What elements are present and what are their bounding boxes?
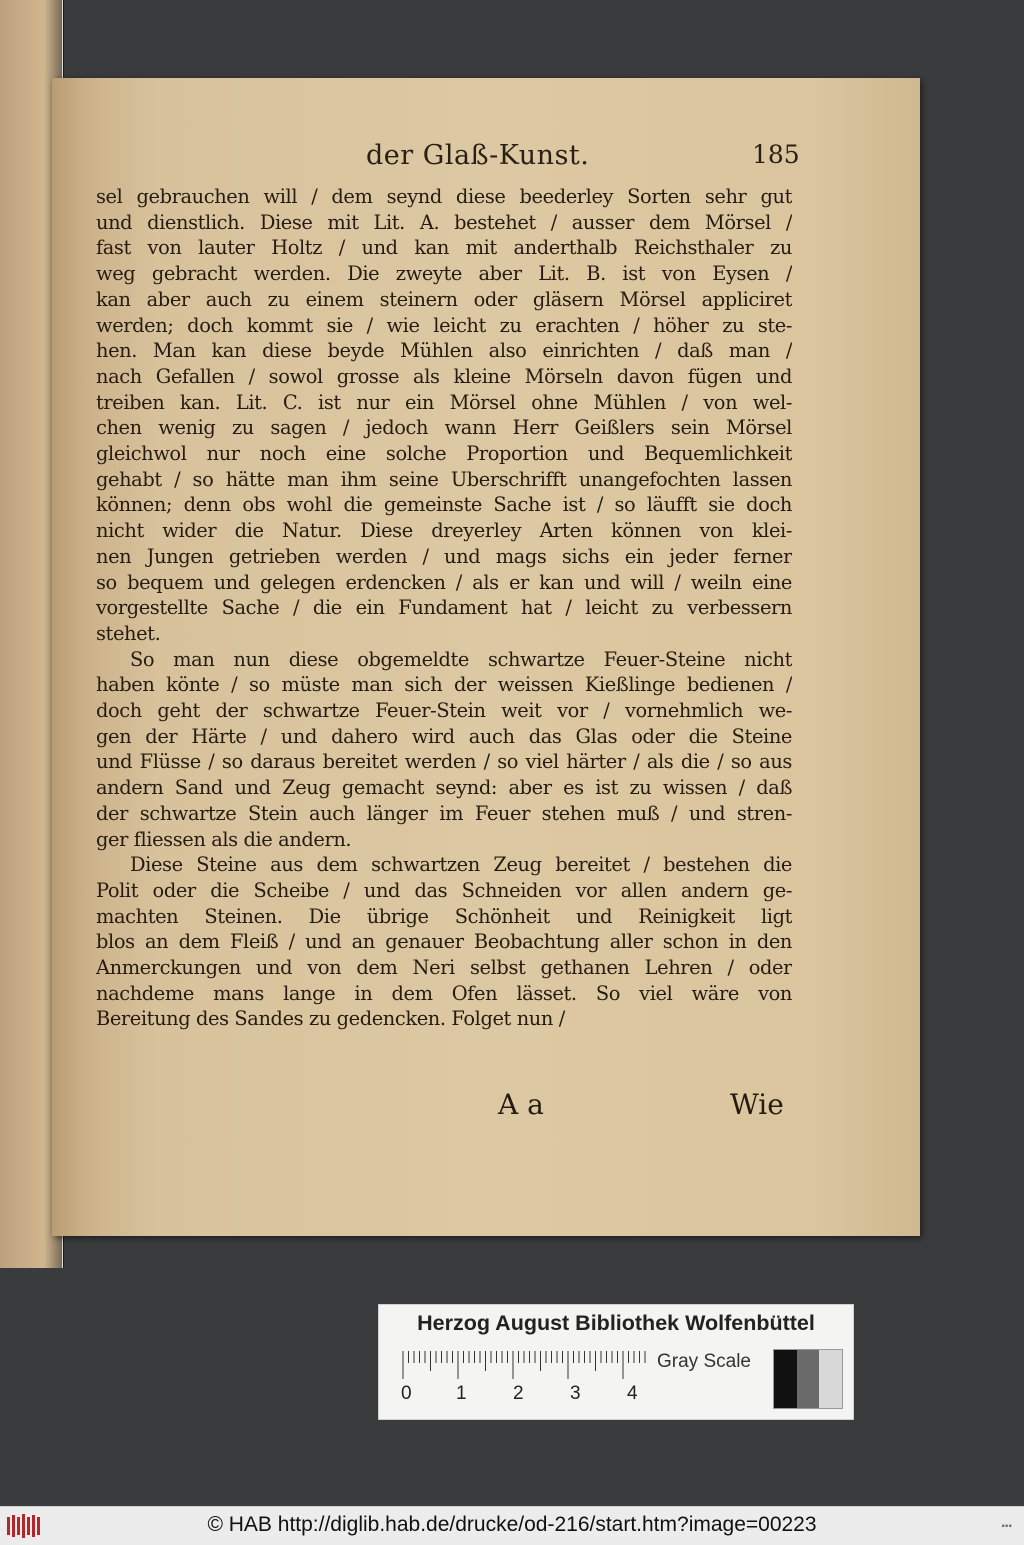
text-line: werden; doch kommt sie / wie leicht zu erachten / höher zu ste- [96,313,792,337]
text-line: haben könte / so müste man sich der weissen Kießlinge bedienen / [96,673,792,697]
text-line: treiben kan. Lit. C. ist nur ein Mörsel ohne Mühlen / von wel- [96,390,792,414]
text-line: weg gebracht werden. Die zweyte aber Lit. B. ist von Eysen / [96,262,792,286]
text-line: der schwartze Stein auch länger im Feuer stehen muß / und stren- [96,801,792,825]
text-line: stehet. [96,621,161,645]
copyright-url: © HAB http://diglib.hab.de/drucke/od-216/start.htm?image=00223 [207,1513,817,1536]
gray-swatch-dark [774,1350,797,1408]
gray-swatch-light [819,1350,842,1408]
ruler-number: 3 [570,1383,581,1404]
ruler-number: 1 [456,1383,467,1404]
gray-scale-swatches [773,1349,843,1409]
text-line: können; denn obs wohl die gemeinste Sache ist / so läufft sie doch [96,493,792,517]
text-line: nicht wider die Natur. Diese dreyerley Arten können von klei- [96,519,792,543]
text-line: doch geht der schwartze Feuer-Stein weit vor / vornehmlich we- [96,699,792,722]
ruler-number: 4 [627,1383,638,1404]
text-line: vorgestellte Sache / die ein Fundament hat / leicht zu verbessern [96,596,792,620]
page-number: 185 [752,140,800,169]
ruler-icon [399,1349,649,1379]
footer-marker: ▪▪▪ [1001,1521,1012,1532]
text-line: andern Sand und Zeug gemacht seynd: aber es ist zu wissen / daß [96,776,792,800]
color-scale-card [378,1304,854,1420]
text-line: sel gebrauchen will / dem seynd diese beederley Sorten sehr gut [96,185,792,208]
text-line: kan aber auch zu einem steinern oder gläsern Mörsel appliciret [96,287,792,311]
text-line: machten Steinen. Die übrige Schönheit und Reinigkeit ligt [96,904,792,928]
gray-scale-label: Gray Scale [657,1351,751,1372]
library-title: Herzog August Bibliothek Wolfenbüttel [417,1311,815,1335]
text-line: fast von lauter Holtz / und kan mit anderthalb Reichsthaler zu [96,236,792,260]
text-line: hen. Man kan diese beyde Mühlen also einrichten / daß man / [96,339,792,363]
gray-swatch-mid [797,1350,820,1408]
footer-bar [0,1506,1024,1545]
text-line: Polit oder die Scheibe / und das Schneiden vor allen andern ge- [96,878,792,902]
text-line: gen der Härte / und dahero wird auch das Glas oder die Steine [96,724,792,748]
text-line: chen wenig zu sagen / jedoch wann Herr Geißlers sein Mörsel [96,416,792,440]
ruler-number: 0 [401,1383,412,1404]
text-line: und Flüsse / so daraus bereitet werden / so viel härter / als die / so aus [96,750,792,774]
text-line: ger fliessen als die andern. [96,827,352,851]
text-line: nen Jungen getrieben werden / und mags sichs ein jeder ferner [96,544,792,568]
text-line: nachdeme mans lange in dem Ofen lässet. So viel wäre von [96,981,792,1005]
text-line: gehabt / so hätte man ihm seine Uberschrifft unangefochten lassen [96,467,792,491]
text-line: und dienstlich. Diese mit Lit. A. bestehet / ausser dem Mörsel / [96,210,792,234]
text-line: So man nun diese obgemeldte schwartze Feuer-Steine nicht [130,647,792,671]
text-line: gleichwol nur noch eine solche Proportion und Bequemlichkeit [96,442,792,465]
catchword: Wie [730,1088,784,1121]
text-line: nach Gefallen / sowol grosse als kleine Mörseln davon fügen und [96,364,792,388]
text-line: Bereitung des Sandes zu gedencken. Folget nun / [96,1007,565,1031]
ruler-number: 2 [513,1383,524,1404]
text-line: blos an dem Fleiß / und an genauer Beobachtung aller schon in den [96,930,792,954]
text-line: Diese Steine aus dem schwartzen Zeug bereitet / bestehen die [130,853,792,877]
text-line: Anmerckungen und von dem Neri selbst gethanen Lehren / oder [96,956,792,979]
running-head: der Glaß-Kunst. [366,140,590,171]
text-line: so bequem und gelegen erdencken / als er kan und will / weiln eine [96,570,792,594]
signature-mark: A a [498,1088,544,1121]
